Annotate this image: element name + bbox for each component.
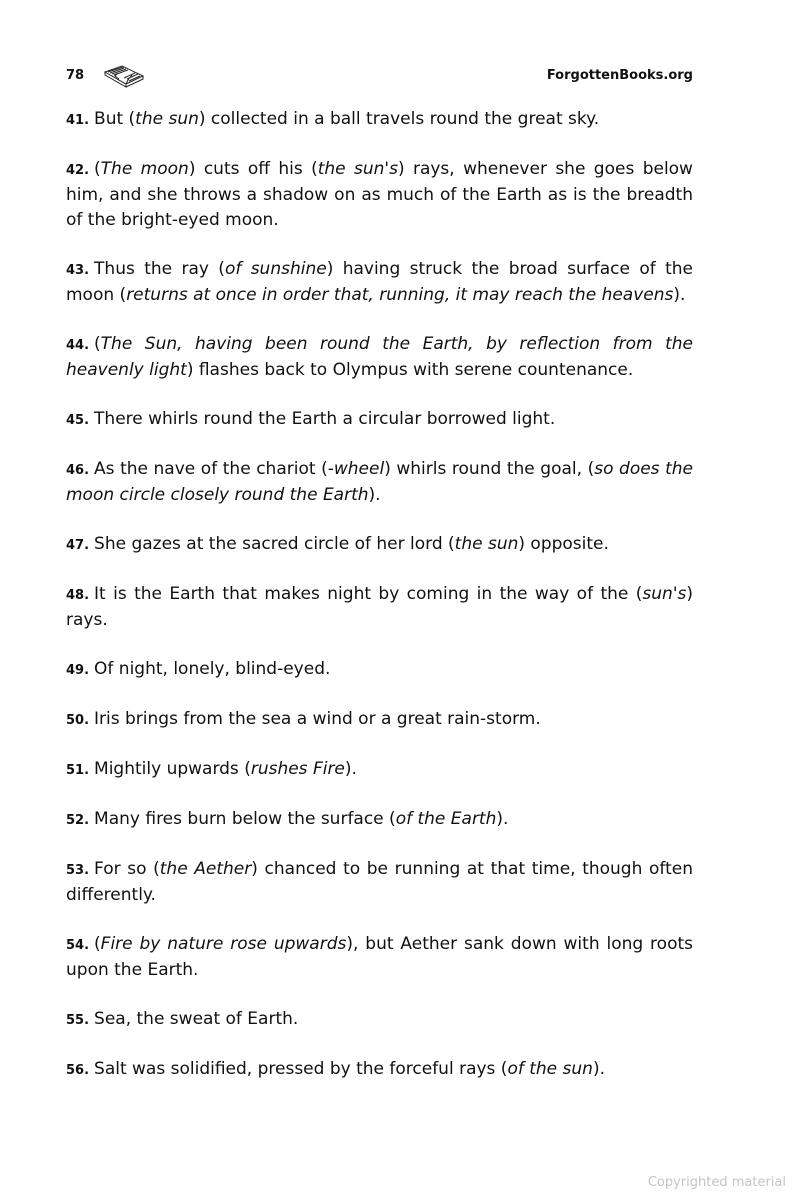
fragment-text: Salt was solidified, pressed by the forceful rays ( xyxy=(94,1059,508,1079)
fragment-text: For so ( xyxy=(94,859,160,879)
fragment-paragraph xyxy=(66,707,693,733)
fragment-paragraph xyxy=(66,857,693,908)
fragment-paragraph xyxy=(66,582,693,633)
fragment-paragraph xyxy=(66,1007,693,1033)
fragment-number: 46. xyxy=(66,463,90,478)
fragment-text: Iris brings from the sea a wind or a great rain-storm. xyxy=(94,709,541,729)
fragments-list xyxy=(66,107,693,1107)
fragment-number: 50. xyxy=(66,713,90,728)
fragment-number: 54. xyxy=(66,938,90,953)
fragment-paragraph xyxy=(66,407,693,433)
fragment-text: ). xyxy=(344,759,357,779)
fragment-number: 43. xyxy=(66,263,90,278)
page-number: 78 xyxy=(66,68,85,83)
fragment-text: ) rays. xyxy=(66,584,693,630)
fragment-paragraph xyxy=(66,107,693,133)
fragment-text: ). xyxy=(496,809,509,829)
fragment-text: ) collected in a ball travels round the great sky. xyxy=(198,109,600,129)
fragment-text: ) cuts off his ( xyxy=(188,159,318,179)
fragment-number: 52. xyxy=(66,813,90,828)
italic-text: The Sun, having been round the Earth, by reflection from the heavenly light xyxy=(66,334,693,380)
fragment-number: 51. xyxy=(66,763,90,778)
fragment-paragraph xyxy=(66,1057,693,1083)
italic-text: sun's xyxy=(642,584,687,604)
fragment-text: ). xyxy=(592,1059,605,1079)
fragment-text: ). xyxy=(673,285,686,305)
italic-text: of the Earth xyxy=(395,809,497,829)
fragment-paragraph xyxy=(66,457,693,508)
italic-text: of the sun xyxy=(507,1059,593,1079)
fragment-number: 56. xyxy=(66,1063,90,1078)
italic-text: of sunshine xyxy=(224,259,327,279)
fragment-text: ) having struck the broad surface of the moon ( xyxy=(66,259,693,305)
fragment-text: ). xyxy=(368,485,381,505)
open-book-icon xyxy=(102,62,146,92)
fragment-number: 48. xyxy=(66,588,90,603)
fragment-text: Thus the ray ( xyxy=(94,259,225,279)
fragment-text: ) opposite. xyxy=(518,534,609,554)
fragment-text: ), but Aether sank down with long roots upon the Earth. xyxy=(66,934,694,980)
fragment-text: Of night, lonely, blind-eyed. xyxy=(94,659,331,679)
fragment-paragraph xyxy=(66,932,693,983)
fragment-paragraph xyxy=(66,532,693,558)
fragment-number: 53. xyxy=(66,863,90,878)
fragment-text: ( xyxy=(94,159,101,179)
italic-text: the Aether xyxy=(159,859,252,879)
fragment-text: ( xyxy=(94,334,101,354)
italic-text: returns at once in order that, running, it may reach the heavens xyxy=(126,285,674,305)
fragment-number: 45. xyxy=(66,413,90,428)
italic-text: the sun xyxy=(135,109,199,129)
italic-text: The moon xyxy=(100,159,189,179)
italic-text: Fire by nature rose upwards xyxy=(100,934,347,954)
italic-text: wheel xyxy=(333,459,385,479)
fragment-number: 44. xyxy=(66,338,90,353)
fragment-text: Sea, the sweat of Earth. xyxy=(94,1009,299,1029)
italic-text: rushes Fire xyxy=(250,759,345,779)
fragment-paragraph xyxy=(66,157,693,233)
italic-text: so does the moon circle closely round the Earth xyxy=(66,459,694,505)
fragment-paragraph xyxy=(66,657,693,683)
fragment-number: 47. xyxy=(66,538,90,553)
fragment-text: As the nave of the chariot (- xyxy=(94,459,334,479)
italic-text: the sun's xyxy=(317,159,398,179)
fragment-paragraph xyxy=(66,807,693,833)
site-name: ForgottenBooks.org xyxy=(546,68,693,83)
fragment-text: There whirls round the Earth a circular borrowed light. xyxy=(94,409,556,429)
fragment-number: 55. xyxy=(66,1013,90,1028)
fragment-text: ( xyxy=(94,934,101,954)
fragment-number: 42. xyxy=(66,163,90,178)
fragment-text: ) whirls round the goal, ( xyxy=(384,459,595,479)
fragment-text: Mightily upwards ( xyxy=(94,759,251,779)
page-header xyxy=(66,62,693,94)
fragment-paragraph xyxy=(66,332,693,383)
copyright-notice: Copyrighted material xyxy=(647,1175,786,1190)
fragment-text: It is the Earth that makes night by coming in the way of the ( xyxy=(94,584,643,604)
fragment-paragraph xyxy=(66,257,693,308)
fragment-text: ) flashes back to Olympus with serene countenance. xyxy=(186,360,634,380)
fragment-number: 41. xyxy=(66,113,90,128)
fragment-text: ) chanced to be running at that time, though often differently. xyxy=(66,859,693,905)
fragment-text: ) rays, whenever she goes below him, and she throws a shadow on as much of the Earth as is the breadth of the bright-eyed moon. xyxy=(66,159,693,230)
italic-text: the sun xyxy=(454,534,519,554)
fragment-number: 49. xyxy=(66,663,90,678)
fragment-text: Many fires burn below the surface ( xyxy=(94,809,396,829)
fragment-text: But ( xyxy=(94,109,136,129)
fragment-text: She gazes at the sacred circle of her lord ( xyxy=(94,534,455,554)
fragment-paragraph xyxy=(66,757,693,783)
